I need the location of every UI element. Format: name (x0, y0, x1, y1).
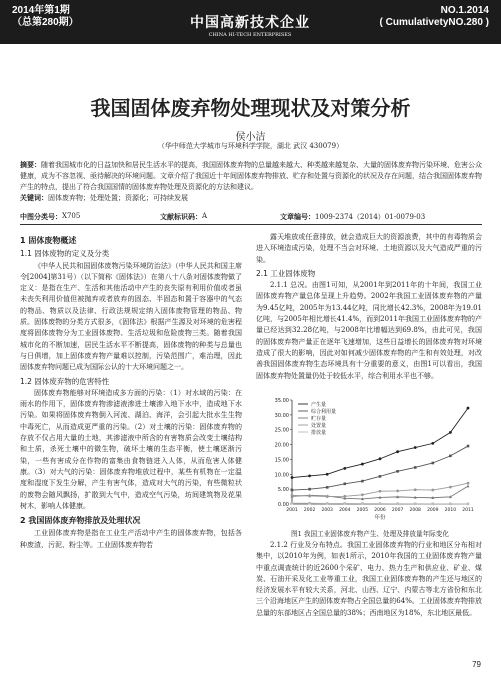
legend-label: 处置量 (311, 423, 327, 429)
figure-1-chart (262, 392, 476, 520)
issue-info-right (380, 5, 489, 29)
author: 侯小洁 (235, 132, 266, 143)
x-tick-label: 2008 (409, 508, 421, 513)
data-point (449, 486, 452, 489)
cumulative-no: ( CumulativetyNO.280 ) (379, 17, 489, 28)
legend-label: 产生量 (311, 402, 327, 408)
data-point (361, 493, 364, 496)
paragraph: 露天堆放或任意排放，就会造成巨大的资源浪费，其中的有毒物质会进入环境造成污染，处理不当会对环境、土地资源以及大气造成严重的污染。 (256, 233, 482, 264)
separator-rule (20, 224, 482, 225)
data-point (467, 503, 470, 506)
data-point (361, 463, 364, 466)
section-heading-2: 2 我国固体废弃物排放及处理状况 (20, 516, 141, 526)
journal-logo (150, 12, 350, 38)
data-point (343, 467, 346, 470)
issue-info-left (12, 5, 79, 29)
clc-label: 中图分类号： (20, 212, 62, 221)
data-point (432, 462, 435, 465)
x-tick-label: 2011 (462, 508, 474, 513)
data-point (432, 502, 435, 505)
right-column-lower (256, 540, 482, 619)
data-point (326, 486, 329, 489)
data-point (308, 502, 311, 505)
issue-no: NO.1.2014 (440, 5, 489, 16)
subsection-heading-2-1: 2.1 工业固体废物 (256, 268, 316, 278)
y-tick-label: 35.00 (274, 398, 289, 404)
x-tick-label: 2001 (286, 508, 298, 513)
data-point (396, 450, 399, 453)
data-point (291, 476, 294, 479)
legend-label: 综合利用量 (311, 409, 337, 415)
keywords-label: 关键词： (20, 194, 48, 202)
subsection-heading-1-2: 1.2 固体废弃物的危害特性 (20, 376, 110, 386)
data-point (414, 466, 417, 469)
data-point (467, 407, 470, 410)
journal-header-bar (0, 0, 501, 44)
legend-label: 排放量 (311, 430, 327, 436)
page-number: 79 (472, 660, 481, 669)
paragraph: 2.1.2 行业及分布特点。我国工业固体废弃物的行业和地区分布相对集中，以2010年为例，如表1所示，2010年我国的工业固体废弃物产量中重点调查统计的近2600个采矿、电力、热力生产和供应业、矿业、煤炭、石油开采及化工业等重工业，我国工业固体废弃物的产生还与地区的经济发展水平有较大关系，河北、山西、辽宁、内蒙古等北方省份和东北三个沿海地区产生的固体废弃物占全国总量的64%。工业固体废弃物排放总量的东部地区占全国总量的38%；西南地区为18%，东北地区最低。 (256, 541, 482, 617)
data-point (326, 495, 329, 498)
paragraph: 固体废弃物能够对环境造成多方面的污染：（1）对水域的污染：在雨水的作用下，固体废弃物渗滤液渗进土壤渗入地下水中，造成地下水污染。如果将固体废弃物倒入河流、湖泊、海洋，会引起大批水生生物中毒死亡，从而造成更严重的污染。（2）对土壤的污染：固体废弃物的存放不仅占用大量的土地，其渗滤液中所含的有害物质会改变土壤结构和土质，杀死土壤中的微生物，破坏土壤的生态平衡，使土壤逐渐污染，一些有害成分在作物的富集由食物链进入人体，从而危害人体健康。（3）对大气的污染：固体废弃物堆放过程中，某些有机物在一定温度和湿度下发生分解，产生有害气体，造成对大气的污染，有些微粒状的废物会随风飘扬，扩散到大气中，造成空气污染，坊间建筑物及花果树木，影响人体健康。 (20, 388, 242, 510)
data-point (361, 502, 364, 505)
y-tick-label: 20.00 (274, 442, 289, 449)
data-point (379, 475, 382, 478)
x-tick-label: 2005 (356, 508, 369, 513)
x-tick-label: 2004 (339, 508, 351, 513)
legend-label: 贮存量 (311, 416, 327, 422)
x-tick-label: 2002 (303, 508, 316, 513)
y-tick-label: 5.00 (277, 487, 289, 494)
data-point (467, 485, 470, 488)
data-point (414, 502, 417, 505)
doc-code-label: 文献标识码： (160, 212, 202, 221)
data-point (431, 442, 434, 445)
data-point (449, 431, 452, 434)
data-point (414, 446, 417, 449)
figure-1-caption: 图1 我国工业固体废弃物产生、处理及排放量年际变化 (291, 530, 449, 538)
x-tick-label: 2003 (321, 508, 333, 513)
data-point (396, 502, 399, 505)
article-no-value: 1009-2374（2014）01-0079-03 (315, 213, 426, 221)
data-point (308, 495, 311, 498)
x-tick-label: 2007 (391, 508, 404, 513)
data-point (379, 502, 382, 505)
affiliation: （华中师范大学城市与环境科学学院，湖北 武汉 430079） (157, 142, 344, 150)
data-point (344, 482, 347, 485)
paragraph: 工业固体废弃物是指在工业生产活动中产生的固体废弃物，包括各种废渣、污泥、粉尘等。工业固体废弃物若 (20, 529, 242, 549)
data-point (414, 488, 417, 491)
right-column (256, 232, 482, 388)
keywords-text: 固体废弃物；处理处置；资源化；可持续发展 (48, 194, 188, 202)
data-point (379, 457, 382, 460)
y-tick-label: 30.00 (274, 412, 289, 419)
data-point (449, 455, 452, 458)
data-point (379, 490, 382, 493)
data-point (467, 482, 470, 485)
journal-name: 中国高新技术企业 (190, 15, 310, 31)
x-tick-label: 2010 (444, 508, 457, 513)
data-point (396, 470, 399, 473)
data-point (344, 502, 347, 505)
data-point (396, 490, 399, 493)
doc-code-value: A (202, 212, 208, 220)
x-axis-label: 年份 (374, 515, 386, 520)
y-tick-label: 15.00 (274, 457, 289, 464)
article-no-label: 文章编号： (280, 212, 315, 221)
paragraph: 《中华人民共和国固体废物污染环境防治法》（中华人民共和国主席令[2004]第31号）（以下简称《固体法》）在第八十八条对固体废物做了定义：是指在生产、生活和其他活动中产生的丧失原有利用价值或者虽未丧失利用价值但被抛弃或者放弃的固态、半固态和置于容器中的气态的物品、物质以及法律、行政法规规定纳入固体废物管理的物品、物质。固体废物的分类方式很多，《固体法》根据产生源及对环境的危害程度将固体废物分为工业固体废物、生活垃圾和危险废物三类。随着我国城市化的不断加速，居民生活水平不断提高，固体废物的种类与总量也与日俱增，加上固体废弃物产量难以控制，污染范围广，难治理，因此固体废弃物问题已成为国际公认的十大环境问题之一。 (20, 261, 242, 372)
issue-year: 2014年第1期 (12, 5, 70, 16)
abstract-label: 摘要： (20, 161, 41, 169)
section-heading-1: 1 固体废物概述 (20, 236, 77, 245)
y-tick-label: 25.00 (274, 427, 289, 434)
line-chart (262, 392, 476, 520)
data-point (308, 488, 311, 491)
paragraph: 2.1.1 总况。由图1可知，从2001年到2011年的十年间，我国工业固体废弃物产量总体呈现上升趋势。2002年我国工业固体废弃物的产量为9.45亿吨，2005年为13.44亿吨，同比增长42.3%，2008年为19.01亿吨，与2005年相比增长41.4%，而到2011年我国工业固体废弃物的产量已经达到32.28亿吨，与2008年比增幅达到69.8%，由此可见，我国的固体废弃物产量正在逐年飞速增加，这些日益增长的固体废弃物对环境造成了很大的影响，因此对如何减少固体废弃物的产生和有效处理，对改善我国固体废弃物生态环境具有十分重要的意义，由图1可以看出，我国固体废弃物处置量仍处于较低水平，综合利用水平也不够。 (256, 281, 482, 380)
data-point (467, 445, 470, 448)
data-point (431, 489, 434, 492)
data-point (291, 489, 294, 492)
abstract-block (20, 160, 482, 204)
journal-name-en: CHINA HI-TECH ENTERPRISES (208, 32, 292, 38)
data-point (343, 495, 346, 498)
data-point (326, 473, 329, 476)
x-tick-label: 2006 (374, 508, 386, 513)
abstract-text: 随着我国城市化的日益加快和居民生活水平的提高，我国固体废弃物的总量越来越大、种类越来越复杂、大量的固体废弃物污染环境、危害公众健康，成为不容忽视、亟待解决的环境问题。文章介绍了我国近十年间固体废弃物排放、贮存和处置与资源化的状况及存在问题，结合我国固体废弃物产生的特点，提出了符合我国国情的固体废弃物处理及资源化的方法和建议。 (20, 161, 482, 191)
data-point (361, 480, 364, 483)
left-column (20, 232, 242, 551)
series-line (292, 446, 468, 490)
issue-total: （总第280期） (12, 17, 79, 28)
data-point (308, 475, 311, 478)
y-tick-label: 0.00 (277, 502, 289, 508)
article-title: 我国固体废弃物处理现状及对策分析 (90, 96, 411, 120)
clc-value: X705 (62, 212, 81, 220)
y-tick-label: 10.00 (274, 472, 289, 479)
subsection-heading-1-1: 1.1 固体废物的定义及分类 (20, 249, 110, 259)
x-tick-label: 2009 (427, 508, 439, 513)
data-point (449, 503, 452, 506)
data-point (291, 502, 294, 505)
data-point (291, 494, 294, 497)
data-point (326, 502, 329, 505)
